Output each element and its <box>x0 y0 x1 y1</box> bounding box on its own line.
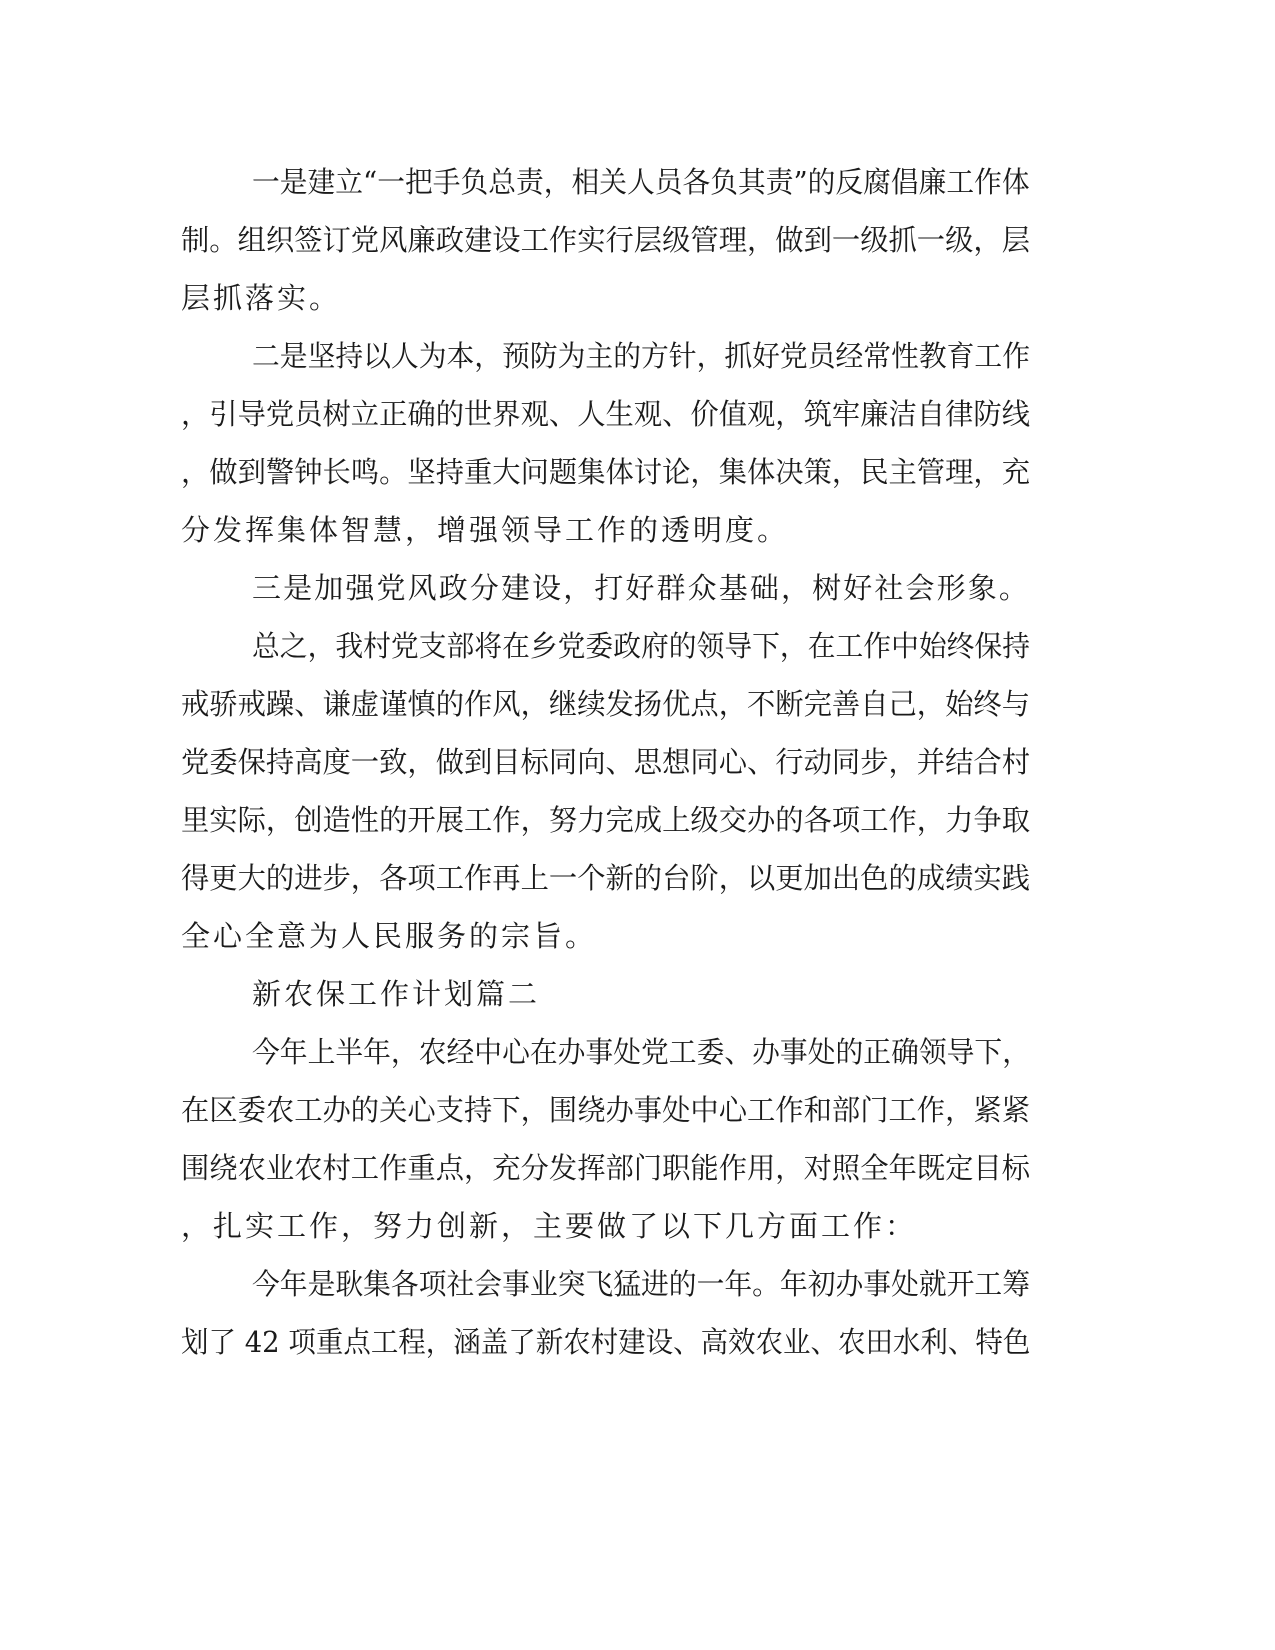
text-line-10: 戒骄戒躁、谦虚谨慎的作风，继续发扬优点，不断完善自己，始终与 <box>181 687 1031 721</box>
text-line-16: 今年上半年，农经中心在办事处党工委、办事处的正确领导下， <box>252 1035 1031 1069</box>
text-line-13: 得更大的进步，各项工作再上一个新的台阶，以更加出色的成绩实践 <box>181 861 1031 895</box>
text-line-20: 今年是耿集各项社会事业突飞猛进的一年。年初办事处就开工筹 <box>252 1267 1031 1301</box>
text-line-17: 在区委农工办的关心支持下，围绕办事处中心工作和部门工作，紧紧 <box>181 1093 1031 1127</box>
text-line-21: 划了 42 项重点工程，涵盖了新农村建设、高效农业、农田水利、特色 <box>181 1325 1031 1359</box>
text-line-4: 二是坚持以人为本，预防为主的方针，抓好党员经常性教育工作 <box>252 339 1031 373</box>
text-line-1: 一是建立“一把手负总责，相关人员各负其责”的反腐倡廉工作体 <box>252 165 1030 199</box>
text-line-7: 分发挥集体智慧，增强领导工作的透明度。 <box>181 513 790 547</box>
text-line-14: 全心全意为人民服务的宗旨。 <box>181 919 598 953</box>
text-line-6: ，做到警钟长鸣。坚持重大问题集体讨论，集体决策，民主管理，充 <box>181 455 1031 489</box>
text-line-9: 总之，我村党支部将在乡党委政府的领导下，在工作中始终保持 <box>252 629 1031 663</box>
text-line-19: ，扎实工作，努力创新，主要做了以下几方面工作： <box>181 1209 918 1243</box>
section-heading: 新农保工作计划篇二 <box>252 977 541 1011</box>
text-line-11: 党委保持高度一致，做到目标同向、思想同心、行动同步，并结合村 <box>181 745 1031 779</box>
text-line-3: 层抓落实。 <box>181 281 342 315</box>
text-line-12: 里实际，创造性的开展工作，努力完成上级交办的各项工作，力争取 <box>181 803 1031 837</box>
text-line-2: 制。组织签订党风廉政建设工作实行层级管理，做到一级抓一级，层 <box>181 223 1031 257</box>
text-line-5: ，引导党员树立正确的世界观、人生观、价值观，筑牢廉洁自律防线 <box>181 397 1031 431</box>
text-line-8: 三是加强党风政分建设，打好群众基础，树好社会形象。 <box>252 571 1031 605</box>
text-line-18: 围绕农业农村工作重点，充分发挥部门职能作用，对照全年既定目标 <box>181 1151 1031 1185</box>
